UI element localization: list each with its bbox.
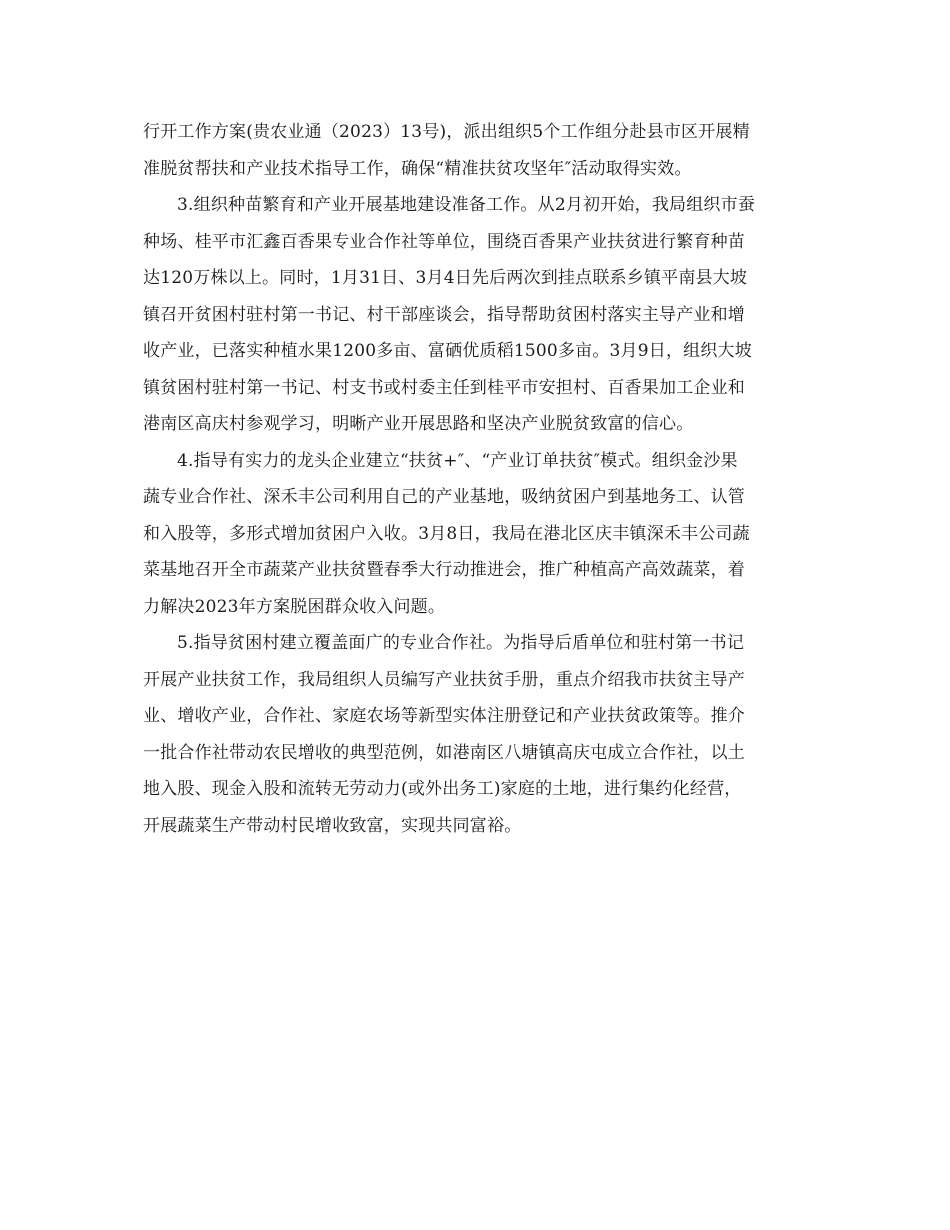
text-line: 镇召开贫困村驻村第一书记、村干部座谈会，指导帮助贫困村落实主导产业和增 — [143, 304, 745, 325]
document-body — [143, 114, 811, 844]
text-line: 开展蔬菜生产带动村民增收致富，实现共同富裕。 — [143, 815, 522, 836]
text-line: 港南区高庆村参观学习，明晰产业开展思路和坚决产业脱贫致富的信心。 — [143, 414, 694, 434]
text-line: 蔬专业合作社、深禾丰公司利用自己的产业基地，吸纳贫困户到基地务工、认管 — [143, 487, 745, 507]
paragraph-3-start: 3.组织种苗繁育和产业开展基地建设准备工作。从2月初开始，我局组织市蚕 — [177, 195, 756, 215]
text-line: 准脱贫帮扶和产业技术指导工作，确保“精准扶贫攻坚年″活动取得实效。 — [143, 158, 692, 179]
paragraph-4-start: 4.指导有实力的龙头企业建立“扶贫+″、“产业订单扶贫″模式。组织金沙果 — [177, 450, 738, 471]
text-line: 和入股等，多形式增加贫困户入收。3月8日，我局在港北区庆丰镇深禾丰公司蔬 — [143, 523, 750, 544]
text-line: 菜基地召开全市蔬菜产业扶贫暨春季大行动推进会，推广种植高产高效蔬菜，着 — [143, 560, 745, 580]
text-line: 镇贫困村驻村第一书记、村支书或村委主任到桂平市安担村、百香果加工企业和 — [143, 377, 745, 398]
text-line: 收产业，已落实种植水果1200多亩、富硒优质稻1500多亩。3月9日，组织大坡 — [143, 341, 752, 361]
text-line: 种场、桂平市汇鑫百香果专业合作社等单位，围绕百香果产业扶贫进行繁育种苗 — [143, 231, 745, 252]
text-line: 力解决2023年方案脱困群众收入问题。 — [143, 596, 446, 617]
paragraph-5-start: 5.指导贫困村建立覆盖面广的专业合作社。为指导后盾单位和驻村第一书记 — [177, 633, 745, 653]
text-line: 一批合作社带动农民增收的典型范例，如港南区八塘镇高庆屯成立合作社，以土 — [143, 742, 745, 763]
text-line: 地入股、现金入股和流转无劳动力(或外出务工)家庭的土地，进行集约化经营， — [143, 779, 742, 799]
text-line: 达120万株以上。同时，1月31日、3月4日先后两次到挂点联系乡镇平南县大坡 — [143, 268, 748, 288]
text-line: 业、增收产业，合作社、家庭农场等新型实体注册登记和产业扶贫政策等。推介 — [143, 706, 745, 726]
text-line: 行开工作方案(贵农业通（2023）13号)，派出组织5个工作组分赴县市区开展精 — [143, 122, 750, 142]
text-line: 开展产业扶贫工作，我局组织人员编写产业扶贫手册，重点介绍我市扶贫主导产 — [143, 669, 745, 690]
